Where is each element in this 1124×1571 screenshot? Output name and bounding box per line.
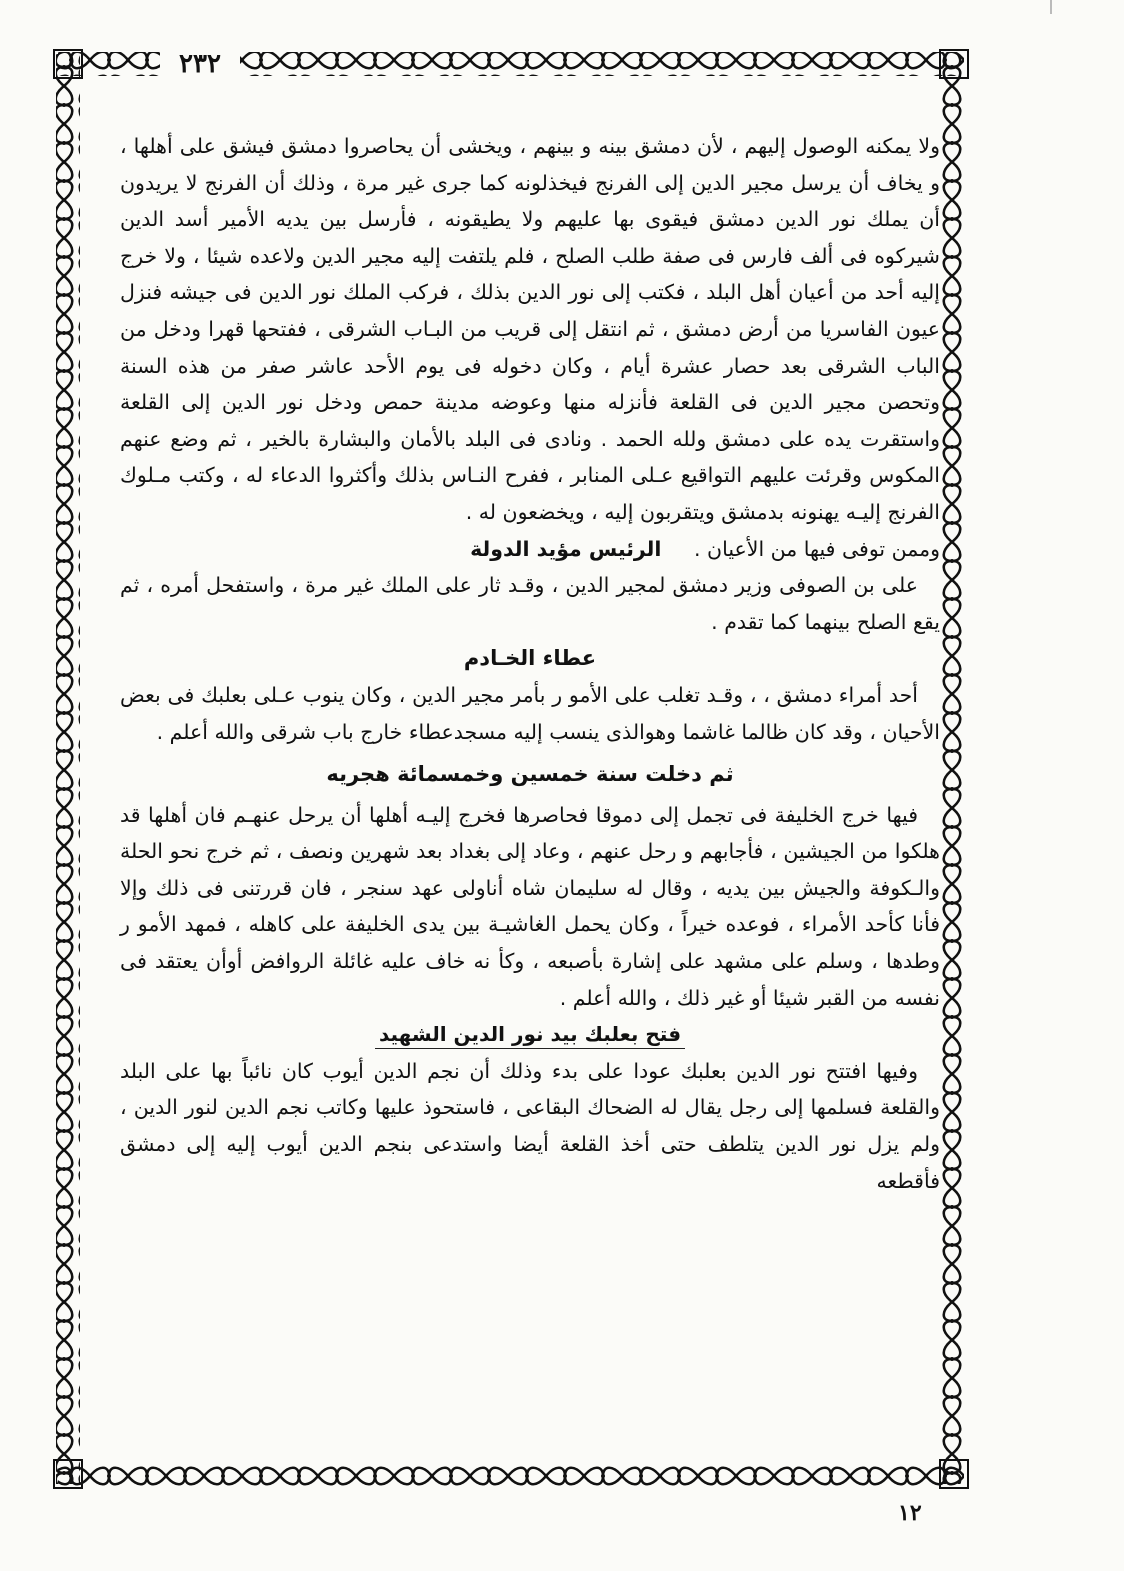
margin-tick bbox=[1050, 0, 1052, 14]
paragraph-1: ولا يمكنه الوصول إليهم ، لأن دمشق بينه و بينهم ، ويخشى أن يحاصروا دمشق فيشق على أهلها ، و يخاف أن يرسل مجير الدين إلى الفرنج فيخذلونه كما جرى غير مرة ، وذلك أن الفرنج لا يريدون أن يملك نور الدين دمشق فيقوى بها عليهم ولا يطيقونه ، فأرسل بين يديه الأمير أسد الدين شيركوه فى ألف فارس فى صفة طلب الصلح ، فلم يلتفت إليه مجير الدين ولاعده شيئا ، ولا خرج إليه أحد من أعيان أهل البلد ، فكتب إلى نور الدين بذلك ، فركب الملك نور الدين فى جيشه فنزل عيون الفاسريا من أرض دمشق ، ثم انتقل إلى قريب من البـاب الشرقى ، ففتحها قهرا ودخل من الباب الشرقى بعد حصار عشرة أيام ، وكان دخوله فى يوم الأحد عاشر صفر من هذه السنة وتحصن مجير الدين فى القلعة فأنزله منها وعوضه مدينة حمص ودخل نور الدين إلى القلعة واستقرت يده على دمشق ولله الحمد . ونادى فى البلد بالأمان والبشارة بالخير ، ثم وضع عنهم المكوس وقرئت عليهم التواقيع عـلى المنابر ، ففرح النـاس بذلك وأكثروا الدعاء له ، وكتب مـلوك الفرنج إليـه يهنونه بدمشق ويتقربون إليه ، ويخضعون له . bbox=[120, 134, 940, 524]
obituary-1-name: الرئيس مؤيد الدولة bbox=[470, 536, 662, 561]
section-title bbox=[120, 1016, 940, 1053]
page-body bbox=[120, 128, 940, 1199]
obituary-2-name: عطاء الخـادم bbox=[463, 646, 597, 671]
paragraph-3: وفيها افتتح نور الدين بعلبك عودا على بدء وذلك أن نجم الدين أيوب كان نائباً بها على البلد والقلعة فسلمها إلى رجل يقال له الضحاك البقاعى ، فاستحوذ عليها وكاتب نجم الدين لنور الدين ، ولم يزل نور الدين يتلطف حتى أخذ القلعة أيضا واستدعى بنجم الدين أيوب إليه إلى دمشق فأقطعه bbox=[120, 1058, 940, 1193]
section-title-text: فتح بعلبك بيد نور الدين الشهيد bbox=[375, 1022, 685, 1049]
signature-mark: ١٢ bbox=[898, 1500, 922, 1526]
obituary-2-text: أحد أمراء دمشق ، ، وقـد تغلب على الأمو ر بأمر مجير الدين ، وكان ينوب عـلى بعلبك فى بعض الأحيان ، وقد كان ظالما غاشما وهوالذى ينسب إليه مسجدعطاء خارج باب شرقى والله أعلم . bbox=[120, 682, 940, 744]
obituary-intro: وممن توفى فيها من الأعيان . bbox=[694, 536, 940, 561]
year-heading: ثم دخلت سنة خمسين وخمسمائة هجريه bbox=[326, 762, 734, 787]
page-number: ٢٣٢ bbox=[160, 50, 240, 78]
obituary-1-text: على بن الصوفى وزير دمشق لمجير الدين ، وقـد ثار على الملك غير مرة ، واستفحل أمره ، ثم يقع الصلح بينهما كما تقدم . bbox=[120, 573, 940, 634]
obituary-intro-line bbox=[120, 531, 940, 568]
paragraph-2: فيها خرج الخليفة فى تجمل إلى دموقا فحاصرها فخرج إليـه أهلها أن يرحل عنهـم فان أهلها قد هلكوا من الجيشين ، فأجابهم و رحل عنهم ، وعاد إلى بغداد بعد شهرين ونصف ، ثم خرج نحو الحلة والـكوفة والجيش بين يديه ، وقال له سليمان شاه أناولى عهد سنجر ، فان قررتنى فى ذلك وإلا فأنا كأحد الأمراء ، فوعده خيراً ، وكان يحمل الغاشيـة بين يدى الخليفة على كاهله ، فمهد الأمو ر وطدها ، وسلم على مشهد على إشارة بأصبعه ، وكأ نه خاف عليه غائلة الروافض أوأن يعتقد فى نفسه من القبر شيئا أو غير ذلك ، والله أعلم . bbox=[120, 802, 940, 1010]
